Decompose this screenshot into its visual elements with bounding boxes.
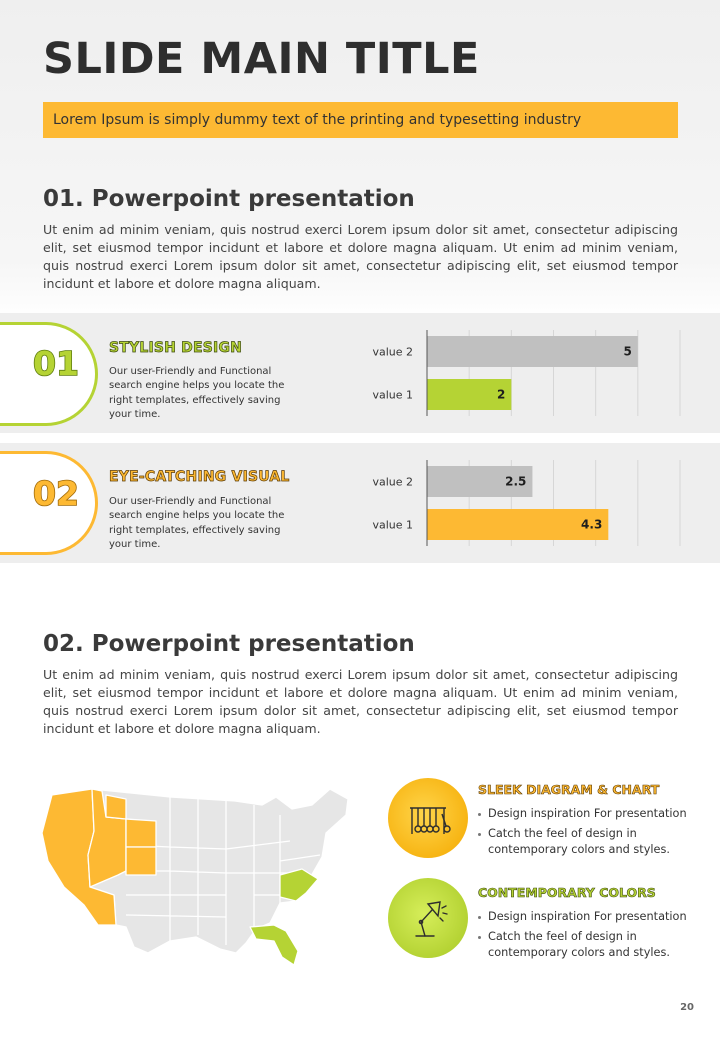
info-title-1: SLEEK DIAGRAM & CHART — [478, 782, 660, 797]
us-map — [30, 775, 360, 980]
feature-number-2: 02 — [33, 474, 79, 513]
desk-lamp-icon — [388, 878, 468, 958]
section1-body: Ut enim ad minim veniam, quis nostrud exerci Lorem ipsum dolor sit amet, consectetur adipiscing elit, set eiusmod tempor incidunt et labore et dolore magna aliquam. Ut enim ad minim veniam, quis nostrud exerci Lorem ipsum dolor sit amet, consectetur adipiscing elit, set eiusmod tempor incidunt et labore et dolore magna aliquam. — [43, 222, 678, 291]
info-bullet: Catch the feel of design in contemporary colors and styles. — [478, 929, 688, 962]
info-bullet: Design inspiration For presentation — [478, 806, 688, 823]
bar-chart-2 — [370, 460, 682, 550]
feature-body-1: Our user-Friendly and Functional search engine helps you locate the right templates, effectively saving your time. — [109, 366, 285, 420]
page-number: 20 — [680, 1002, 694, 1013]
chart-data-label: 4.3 — [581, 517, 603, 532]
feature-title-1: STYLISH DESIGN — [109, 340, 243, 356]
section2-heading: 02. Powerpoint presentation — [43, 631, 415, 657]
us-map-svg — [30, 775, 360, 980]
subtitle-bar: Lorem Ipsum is simply dummy text of the printing and typesetting industry — [43, 102, 678, 138]
chart-data-label: 2 — [496, 387, 506, 402]
chart-category-label: value 1 — [372, 518, 413, 532]
newtons-cradle-icon-badge — [388, 778, 468, 858]
chart-category-label: value 2 — [372, 475, 413, 489]
section1-heading: 01. Powerpoint presentation — [43, 186, 415, 212]
chart-data-label: 5 — [623, 344, 632, 359]
slide-title: SLIDE MAIN TITLE — [43, 34, 480, 84]
bar-chart-2-svg — [370, 460, 682, 546]
desk-lamp-icon-badge — [388, 878, 468, 958]
info-list-1 — [478, 806, 688, 862]
feature-body-2: Our user-Friendly and Functional search engine helps you locate the right templates, effectively saving your time. — [109, 496, 285, 550]
info-bullet: Design inspiration For presentation — [478, 909, 688, 926]
chart-category-label: value 1 — [372, 388, 413, 402]
feature-title-2: EYE-CATCHING VISUAL — [109, 469, 290, 485]
bar-chart-1 — [370, 330, 682, 420]
newtons-cradle-icon — [388, 778, 468, 858]
feature-number-1: 01 — [33, 344, 79, 383]
section2-body: Ut enim ad minim veniam, quis nostrud exerci Lorem ipsum dolor sit amet, consectetur adipiscing elit, set eiusmod tempor incidunt et labore et dolore magna aliquam. Ut enim ad minim veniam, quis nostrud exerci Lorem ipsum dolor sit amet, consectetur adipiscing elit, set eiusmod tempor incidunt et labore et dolore magna aliquam. — [43, 667, 678, 736]
bar-chart-1-svg — [370, 330, 682, 416]
chart-bar — [427, 336, 638, 367]
info-bullet: Catch the feel of design in contemporary colors and styles. — [478, 826, 688, 859]
info-title-2: CONTEMPORARY COLORS — [478, 885, 656, 900]
chart-data-label: 2.5 — [505, 474, 527, 489]
chart-category-label: value 2 — [372, 345, 413, 359]
info-list-2 — [478, 909, 688, 965]
